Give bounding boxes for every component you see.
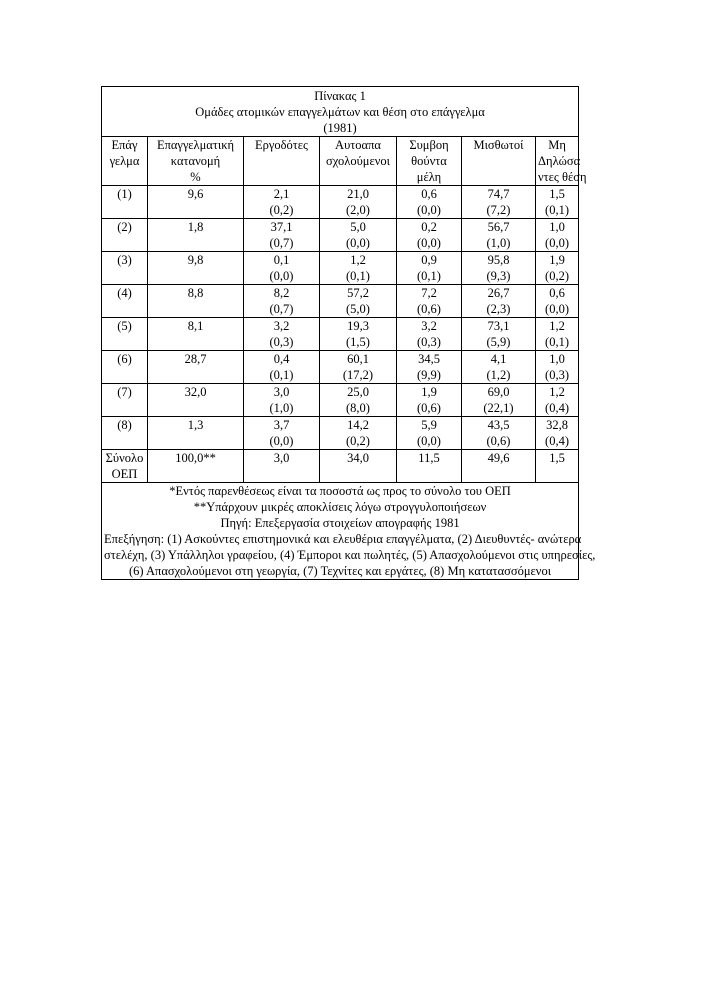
cell-share: (0,1) bbox=[545, 335, 569, 349]
header-distribution-line: κατανομή bbox=[170, 154, 221, 168]
cell-employees bbox=[462, 219, 536, 252]
cell-value: 74,7 bbox=[487, 187, 510, 201]
cell-share: (0,7) bbox=[269, 302, 294, 316]
cell-undeclared bbox=[536, 186, 579, 219]
total-undeclared: 1,5 bbox=[536, 450, 579, 483]
cell-share: (9,3) bbox=[486, 269, 511, 283]
note-rounding: **Υπάρχουν μικρές αποκλίσεις λόγω στρογγυλοποιήσεων bbox=[193, 500, 487, 514]
cell-value: 60,1 bbox=[347, 352, 369, 366]
row-code: (3) bbox=[102, 252, 148, 285]
cell-family-helpers bbox=[397, 417, 462, 450]
header-family-helpers bbox=[397, 137, 462, 186]
table-row bbox=[102, 351, 579, 384]
cell-value: 1,2 bbox=[549, 319, 565, 333]
cell-employees bbox=[462, 186, 536, 219]
note-explanation-3: (6) Απασχολούμενοι στη γεωργία, (7) Τεχνίτες και εργάτες, (8) Μη κατατασσόμενοι bbox=[128, 564, 552, 578]
cell-share: (0,3) bbox=[545, 368, 569, 382]
statistics-table bbox=[101, 86, 596, 580]
note-explanation-1: Επεξήγηση: (1) Ασκούντες επιστημονικά και ελευθέρια επαγγέλματα, (2) Διευθυντές- ανώτερα bbox=[104, 532, 582, 546]
cell-share: (0,3) bbox=[417, 335, 441, 349]
cell-share: (1,0) bbox=[269, 401, 294, 415]
table-row bbox=[102, 186, 579, 219]
cell-share: (0,4) bbox=[545, 434, 569, 448]
cell-share: (0,0) bbox=[545, 302, 569, 316]
cell-family-helpers bbox=[397, 252, 462, 285]
table-title-line-1: Πίνακας 1 bbox=[314, 89, 366, 103]
cell-value: 25,0 bbox=[347, 385, 369, 399]
cell-value: 0,6 bbox=[421, 187, 437, 201]
cell-self-employed bbox=[320, 318, 397, 351]
row-pct: 8,8 bbox=[148, 285, 244, 318]
table-title-line-3: (1981) bbox=[323, 121, 357, 135]
cell-undeclared bbox=[536, 219, 579, 252]
total-family-helpers: 11,5 bbox=[397, 450, 462, 483]
row-pct: 9,8 bbox=[148, 252, 244, 285]
header-occupation bbox=[102, 137, 148, 186]
cell-family-helpers bbox=[397, 219, 462, 252]
cell-share: (1,2) bbox=[486, 368, 511, 382]
cell-employees bbox=[462, 285, 536, 318]
cell-share: (0,3) bbox=[269, 335, 294, 349]
cell-share: (0,0) bbox=[346, 236, 370, 250]
cell-share: (2,3) bbox=[486, 302, 511, 316]
cell-employers bbox=[244, 318, 320, 351]
total-label-line-1: Σύνολο bbox=[105, 451, 144, 465]
header-employers-line: Εργοδότες bbox=[254, 138, 308, 152]
row-code: (5) bbox=[102, 318, 148, 351]
header-family-helpers-line: Συμβοη bbox=[409, 138, 449, 152]
cell-share: (0,6) bbox=[417, 302, 441, 316]
table-title bbox=[102, 87, 579, 137]
cell-share: (1,5) bbox=[346, 335, 370, 349]
cell-family-helpers bbox=[397, 384, 462, 417]
header-employers bbox=[244, 137, 320, 186]
row-pct: 32,0 bbox=[148, 384, 244, 417]
cell-value: 1,2 bbox=[350, 253, 366, 267]
cell-share: (1,0) bbox=[486, 236, 511, 250]
cell-share: (5,0) bbox=[346, 302, 370, 316]
cell-employees bbox=[462, 318, 536, 351]
cell-value: 37,1 bbox=[270, 220, 293, 234]
cell-value: 1,2 bbox=[549, 385, 565, 399]
cell-share: (7,2) bbox=[486, 203, 511, 217]
cell-value: 2,1 bbox=[273, 187, 290, 201]
cell-value: 14,2 bbox=[347, 418, 369, 432]
cell-share: (0,0) bbox=[269, 434, 294, 448]
cell-value: 1,9 bbox=[421, 385, 437, 399]
note-parentheses: *Εντός παρενθέσεως είναι τα ποσοστά ως προς το σύνολο του ΟΕΠ bbox=[169, 484, 511, 498]
table-title-line-2: Ομάδες ατομικών επαγγελμάτων και θέση στο επάγγελμα bbox=[195, 105, 485, 119]
cell-value: 0,9 bbox=[421, 253, 437, 267]
cell-share: (0,2) bbox=[545, 269, 569, 283]
cell-share: (2,0) bbox=[346, 203, 370, 217]
cell-employers bbox=[244, 351, 320, 384]
cell-value: 4,1 bbox=[490, 352, 507, 366]
cell-employees bbox=[462, 384, 536, 417]
cell-value: 34,5 bbox=[418, 352, 440, 366]
cell-employees bbox=[462, 417, 536, 450]
cell-value: 0,2 bbox=[421, 220, 437, 234]
cell-share: (0,2) bbox=[269, 203, 294, 217]
row-code: (1) bbox=[102, 186, 148, 219]
cell-employers bbox=[244, 252, 320, 285]
cell-value: 5,0 bbox=[350, 220, 366, 234]
row-code: (8) bbox=[102, 417, 148, 450]
header-employees-line: Μισθωτοί bbox=[473, 138, 524, 152]
header-row bbox=[102, 137, 579, 186]
cell-value: 1,5 bbox=[549, 187, 565, 201]
row-pct: 9,6 bbox=[148, 186, 244, 219]
table-body bbox=[102, 186, 579, 450]
cell-value: 43,5 bbox=[487, 418, 510, 432]
header-occupation-line: γελμα bbox=[109, 154, 140, 168]
row-code: (7) bbox=[102, 384, 148, 417]
cell-family-helpers bbox=[397, 351, 462, 384]
cell-share: (8,0) bbox=[346, 401, 370, 415]
cell-employers bbox=[244, 186, 320, 219]
table-row bbox=[102, 252, 579, 285]
cell-value: 95,8 bbox=[487, 253, 510, 267]
header-undeclared bbox=[536, 137, 587, 186]
table-notes bbox=[102, 483, 596, 580]
cell-value: 73,1 bbox=[487, 319, 510, 333]
cell-employers bbox=[244, 219, 320, 252]
cell-value: 3,2 bbox=[273, 319, 290, 333]
cell-self-employed bbox=[320, 186, 397, 219]
cell-undeclared bbox=[536, 384, 579, 417]
header-undeclared-line: Μη bbox=[548, 138, 566, 152]
cell-share: (0,1) bbox=[269, 368, 294, 382]
cell-self-employed bbox=[320, 384, 397, 417]
note-source: Πηγή: Επεξεργασία στοιχείων απογραφής 1981 bbox=[220, 516, 460, 530]
cell-share: (9,9) bbox=[417, 368, 441, 382]
table-row bbox=[102, 384, 579, 417]
cell-value: 19,3 bbox=[347, 319, 369, 333]
cell-value: 3,2 bbox=[421, 319, 437, 333]
cell-value: 21,0 bbox=[347, 187, 369, 201]
cell-value: 1,0 bbox=[549, 220, 565, 234]
header-occupation-line: Επάγ bbox=[111, 138, 138, 152]
cell-family-helpers bbox=[397, 318, 462, 351]
cell-share: (0,4) bbox=[545, 401, 569, 415]
table-row bbox=[102, 285, 579, 318]
cell-share: (0,1) bbox=[417, 269, 441, 283]
cell-share: (0,0) bbox=[417, 434, 441, 448]
cell-share: (0,0) bbox=[545, 236, 569, 250]
cell-share: (0,0) bbox=[269, 269, 294, 283]
row-code: (4) bbox=[102, 285, 148, 318]
cell-employers bbox=[244, 285, 320, 318]
note-explanation-2: στελέχη, (3) Υπάλληλοι γραφείου, (4) Έμποροι και πωλητές, (5) Απασχολούμενοι στις υπηρεσίες, bbox=[104, 548, 596, 562]
row-pct: 1,8 bbox=[148, 219, 244, 252]
cell-employers bbox=[244, 384, 320, 417]
total-self-employed: 34,0 bbox=[320, 450, 397, 483]
cell-share: (0,0) bbox=[417, 203, 441, 217]
row-pct: 8,1 bbox=[148, 318, 244, 351]
cell-undeclared bbox=[536, 351, 579, 384]
total-label-line-2: ΟΕΠ bbox=[111, 467, 138, 481]
cell-value: 1,9 bbox=[549, 253, 565, 267]
total-employers: 3,0 bbox=[244, 450, 320, 483]
header-self-employed-line: σχολούμενοι bbox=[326, 154, 390, 168]
cell-value: 32,8 bbox=[546, 418, 568, 432]
table-row bbox=[102, 219, 579, 252]
cell-share: (0,2) bbox=[346, 434, 370, 448]
cell-value: 56,7 bbox=[487, 220, 510, 234]
row-pct: 1,3 bbox=[148, 417, 244, 450]
cell-value: 57,2 bbox=[347, 286, 369, 300]
cell-self-employed bbox=[320, 351, 397, 384]
row-code: (2) bbox=[102, 219, 148, 252]
cell-value: 5,9 bbox=[421, 418, 437, 432]
cell-share: (22,1) bbox=[483, 401, 514, 415]
cell-value: 0,6 bbox=[549, 286, 565, 300]
cell-value: 69,0 bbox=[487, 385, 510, 399]
cell-undeclared bbox=[536, 285, 579, 318]
cell-undeclared bbox=[536, 318, 579, 351]
cell-value: 3,0 bbox=[273, 385, 290, 399]
cell-self-employed bbox=[320, 252, 397, 285]
cell-self-employed bbox=[320, 285, 397, 318]
table-row bbox=[102, 318, 579, 351]
table-row bbox=[102, 417, 579, 450]
total-pct: 100,0** bbox=[148, 450, 244, 483]
cell-family-helpers bbox=[397, 186, 462, 219]
cell-value: 0,4 bbox=[273, 352, 290, 366]
row-code: (6) bbox=[102, 351, 148, 384]
cell-employees bbox=[462, 351, 536, 384]
header-undeclared-line: ντες θέση bbox=[538, 170, 587, 184]
header-distribution-line: % bbox=[190, 170, 201, 184]
total-label bbox=[102, 450, 148, 483]
cell-share: (0,1) bbox=[545, 203, 569, 217]
header-employees bbox=[462, 137, 536, 186]
cell-self-employed bbox=[320, 417, 397, 450]
cell-share: (0,7) bbox=[269, 236, 294, 250]
cell-value: 8,2 bbox=[273, 286, 290, 300]
cell-family-helpers bbox=[397, 285, 462, 318]
header-family-helpers-line: μέλη bbox=[416, 170, 442, 184]
total-employees: 49,6 bbox=[462, 450, 536, 483]
header-distribution-line: Επαγγελματική bbox=[156, 138, 235, 152]
cell-share: (0,1) bbox=[346, 269, 370, 283]
cell-share: (0,0) bbox=[417, 236, 441, 250]
total-row bbox=[102, 450, 579, 483]
cell-value: 26,7 bbox=[487, 286, 510, 300]
cell-value: 3,7 bbox=[273, 418, 290, 432]
cell-share: (17,2) bbox=[342, 368, 374, 382]
cell-undeclared bbox=[536, 252, 579, 285]
cell-undeclared bbox=[536, 417, 579, 450]
header-distribution bbox=[148, 137, 244, 186]
cell-share: (0,6) bbox=[486, 434, 511, 448]
cell-value: 1,0 bbox=[549, 352, 565, 366]
row-pct: 28,7 bbox=[148, 351, 244, 384]
cell-share: (0,6) bbox=[417, 401, 441, 415]
header-undeclared-line: Δηλώσα bbox=[538, 154, 581, 168]
cell-employers bbox=[244, 417, 320, 450]
header-self-employed bbox=[320, 137, 397, 186]
cell-employees bbox=[462, 252, 536, 285]
cell-self-employed bbox=[320, 219, 397, 252]
header-self-employed-line: Αυτοαπα bbox=[335, 138, 381, 152]
header-family-helpers-line: θούντα bbox=[411, 154, 447, 168]
cell-value: 7,2 bbox=[421, 286, 437, 300]
cell-share: (5,9) bbox=[486, 335, 511, 349]
cell-value: 0,1 bbox=[273, 253, 290, 267]
